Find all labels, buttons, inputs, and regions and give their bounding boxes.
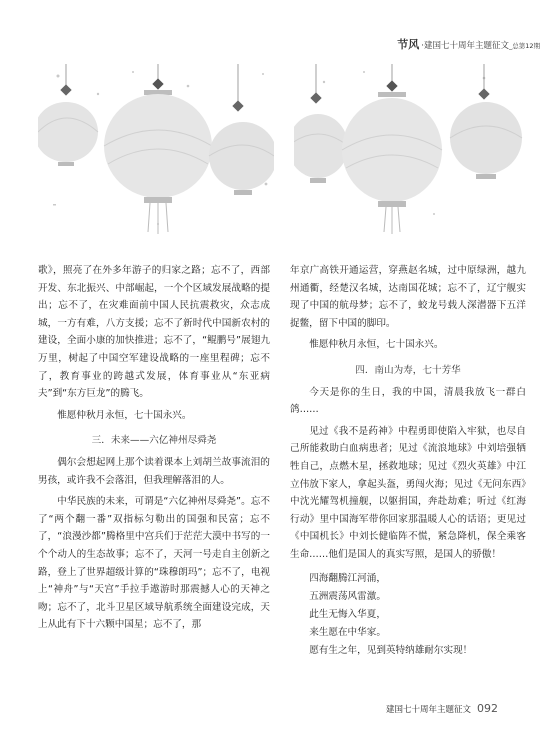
poem-line: 五洲震荡风雷激。 <box>309 590 386 602</box>
paragraph: 年京广高铁开通运营，穿燕赵名城，过中原绿洲，越九州通衢，经楚汉名城，达南国花城；忘不了，辽宁舰实现了中国的航母梦；忘不了，蛟龙号载人深潜器下五洋捉鳖，留下中国的脚印。 <box>290 265 526 329</box>
paragraph: 歌》，照亮了在外多年游子的归家之路；忘不了，西部开发、东北振兴、中部崛起，一个个区域发展战略的提出；忘不了，在灾难面前中国人民抗震救灾，众志成城，一方有难，八方支援；忘不了新时代中国新农村的建设，全面小康的加快推进；忘不了，“鲲鹏号”展翅九万里，树起了中国空军建设战略的一座里程碑；忘不了，教育事业的跨越式发展，体育事业从“东亚病夫”到“东方巨龙”的腾飞。 <box>38 265 270 400</box>
paragraph: 偶尔会想起网上那个读着课本上刘胡兰故事流泪的男孩，或许我不会落泪，但我理解落泪的人。 <box>38 456 270 486</box>
lantern-illustration-left <box>38 64 274 234</box>
paragraph: 见过《我不是药神》中程勇即使陷入牢狱，也尽自己所能救助白血病患者；见过《流浪地球》中刘培强牺牲自己，点燃木星，拯救地球；见过《烈火英雄》中江立伟放下家人，拿起头盔，勇闯火海；见过《无问东西》中沈光耀驾机撞舰，以躯捐国，奔赴劫难；听过《红海行动》里中国海军带你回家那温暖人心的话语；更见过《中国机长》中刘长健临阵不慌，紧急降机，保全乘客生命……他们是国人的真实写照，是国人的骄傲！ <box>290 425 526 560</box>
paragraph: 惟愿仲秋月永恒，七十国永兴。 <box>57 409 192 421</box>
page-footer <box>386 702 498 715</box>
lantern-illustration-right <box>294 64 530 234</box>
poem-line: 四海翻腾江河涌， <box>309 572 386 584</box>
section-heading: 三．未来——六亿神州尽舜尧 <box>91 435 217 447</box>
left-text-column <box>38 262 270 634</box>
poem-line: 愿有生之年，见到英特纳雄耐尔实现！ <box>309 644 473 656</box>
paragraph: 惟愿仲秋月永恒，七十国永兴。 <box>309 339 444 351</box>
header-issue: _总第12期 <box>508 42 540 50</box>
footer-title: 建国七十周年主题征文 <box>385 705 471 715</box>
header-title: ·建国七十周年主题征文 <box>421 41 509 51</box>
magazine-logo: 节风 <box>397 38 420 51</box>
poem <box>290 570 526 660</box>
section-heading: 四．南山为寿，七十芳华 <box>355 364 461 376</box>
right-text-column <box>290 262 526 660</box>
poem-line: 来生愿在中华家。 <box>309 626 386 638</box>
paragraph: 中华民族的未来，可谓是“六亿神州尽舜尧”。忘不了“两个翻一番”双指标匀勒出的国强和民富；忘不了，“浪漫沙都”腾格里中宫兵们于茫茫大漠中书写的一个个动人的生态故事；忘不了，天河一号走自主创新之路，登上了世界超级计算的“珠穆朗玛”；忘不了，电视上“神舟”与“天宫”手拉手遨游时那震撼人心的天神之吻；忘不了，北斗卫星区域导航系统全面建设完成，天上从此有下十六颗中国星；忘不了，那 <box>38 496 270 631</box>
page-header <box>397 36 540 52</box>
paragraph: 今天是你的生日，我的中国，清晨我放飞一群白鸽…… <box>290 386 526 416</box>
page-number: 092 <box>477 702 498 715</box>
poem-line: 此生无悔入华夏， <box>309 608 386 620</box>
